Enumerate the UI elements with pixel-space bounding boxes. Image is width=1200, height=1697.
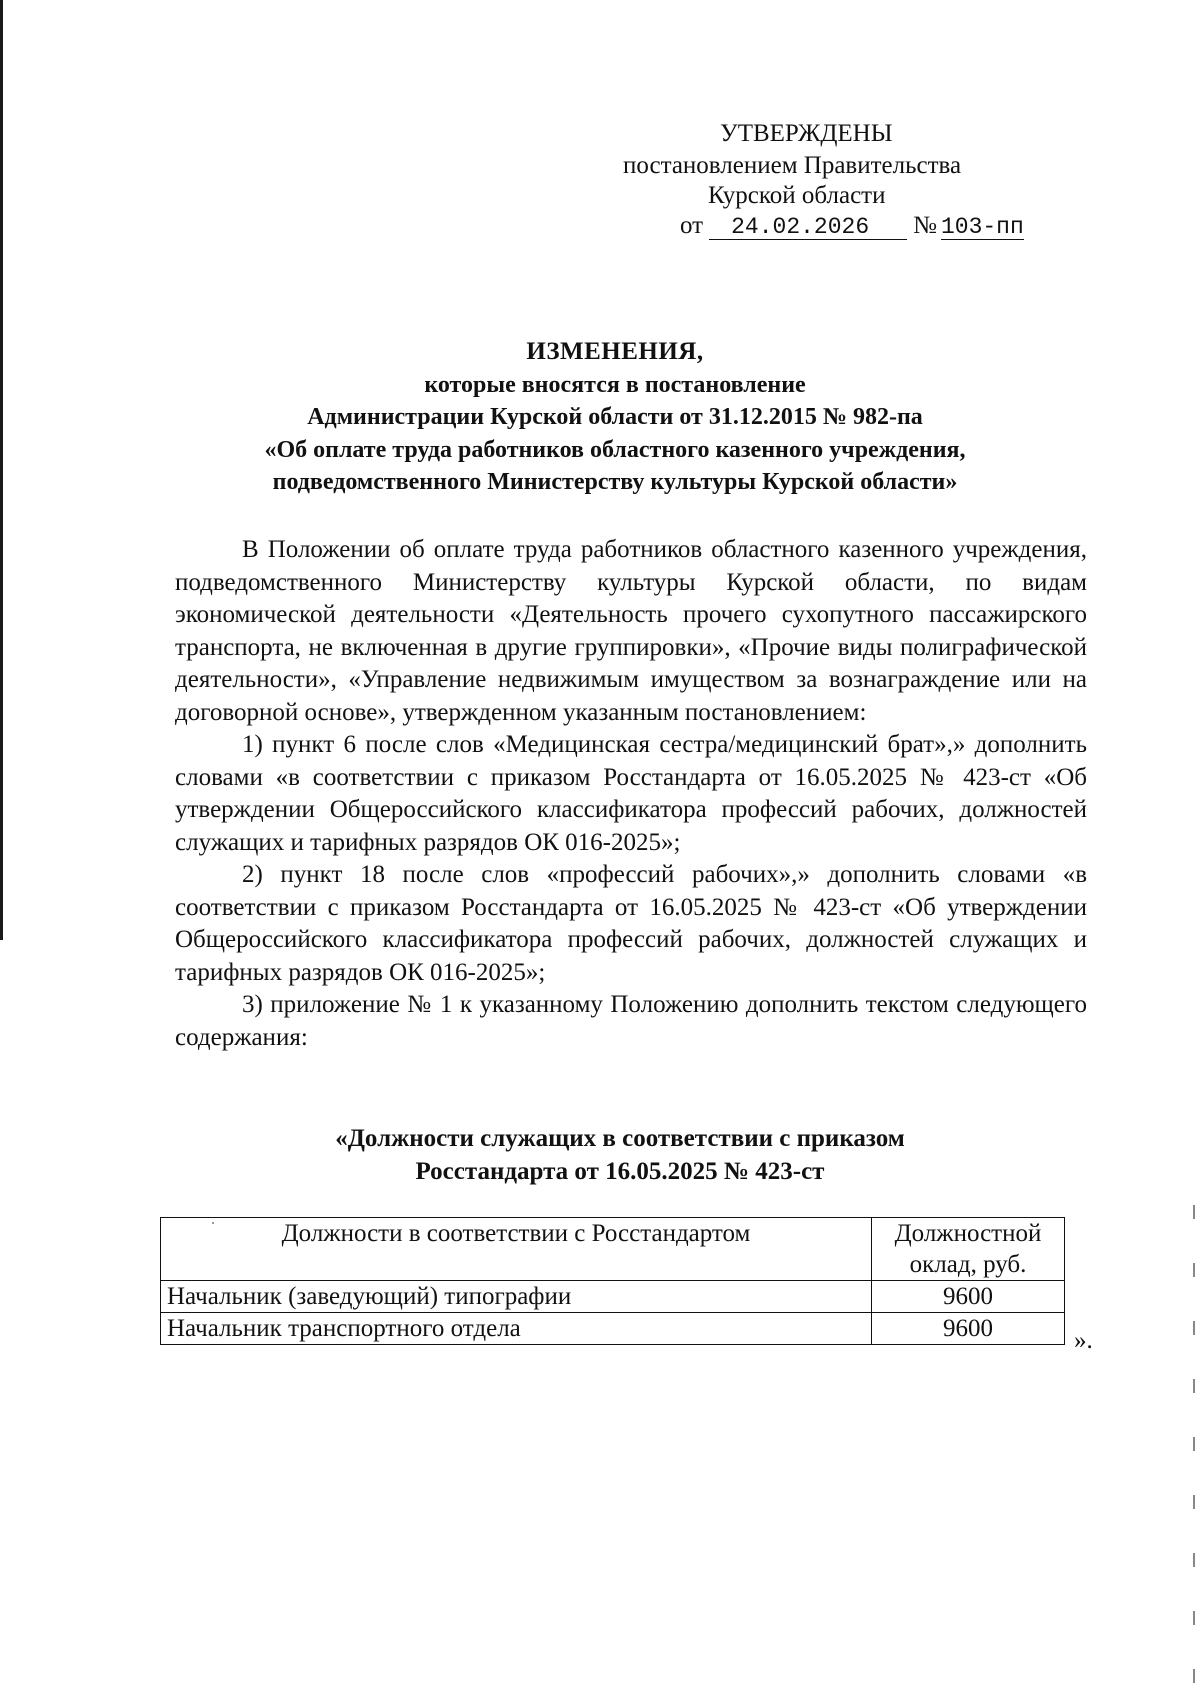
table-row <box>161 1281 1065 1313</box>
paragraph-intro: В Положении об оплате труда работников областного казенного учреждения, подведомственного Министерству культуры Курской области, по видам экономической деятельности «Деятельность прочего сухопутного пассажирского транспорта, не включенная в другие группировки», «Прочие виды полиграфической деятельности», «Управление недвижимым имуществом за вознаграждение или на договорной основе», утвержденном указанным постановлением: <box>175 536 1087 726</box>
approval-number-value: 103-пп <box>940 214 1024 240</box>
heading-line-4: подведомственного Министерству культуры Курской области» <box>272 469 958 495</box>
document-body <box>175 534 1087 1054</box>
heading-line-3: «Об оплате труда работников областного казенного учреждения, <box>264 436 966 463</box>
table-subheading <box>200 1122 1040 1188</box>
approval-region: Курской области <box>708 182 886 209</box>
heading-line-2: Администрации Курской области от 31.12.2015 № 982-па <box>307 404 923 430</box>
table-row <box>161 1313 1065 1345</box>
document-heading <box>170 336 1060 499</box>
approval-approved: УТВЕРЖДЕНЫ <box>720 120 893 147</box>
subheading-line-1: «Должности служащих в соответствии с приказом <box>335 1125 905 1152</box>
approval-date-number <box>680 210 1024 242</box>
approval-by-resolution: постановлением Правительства <box>623 152 962 179</box>
header-position: Должности в соответствии с Росстандартом <box>161 1218 872 1281</box>
cell-salary: 9600 <box>872 1313 1065 1345</box>
scan-marks-right <box>1193 1205 1195 1685</box>
paragraph-item-1: 1) пункт 6 после слов «Медицинская сестра/медицинский брат»,» дополнить словами «в соответствии с приказом Росстандарта от 16.05.2025 № 423-ст «Об утверждении Общероссийского классификатора профессий рабочих, должностей служащих и тарифных разрядов ОК 016-2025»; <box>175 731 1087 856</box>
approval-date-value: 24.02.2026 <box>709 215 907 240</box>
salary-table <box>160 1217 1065 1345</box>
table-header-row <box>161 1218 1065 1281</box>
header-salary: Должностной оклад, руб. <box>872 1218 1065 1281</box>
table-closing-quote: ». <box>1074 1327 1093 1354</box>
cell-salary: 9600 <box>872 1281 1065 1313</box>
heading-title: ИЗМЕНЕНИЯ, <box>526 338 704 365</box>
heading-line-1: которые вносятся в постановление <box>424 371 806 398</box>
paragraph-item-2: 2) пункт 18 после слов «профессий рабочих»,» дополнить словами «в соответствии с приказом Росстандарта от 16.05.2025 № 423-ст «Об утверждении Общероссийского классификатора профессий рабочих, должностей служащих и тарифных разрядов ОК 016-2025»; <box>175 861 1087 986</box>
salary-table-wrap <box>160 1217 1065 1345</box>
cell-position: Начальник (заведующий) типографии <box>161 1281 872 1313</box>
approval-number-label: № <box>913 212 937 239</box>
cell-position: Начальник транспортного отдела <box>161 1313 872 1345</box>
paragraph-item-3: 3) приложение № 1 к указанному Положению дополнить текстом следующего содержания: <box>175 991 1087 1051</box>
scan-edge-left <box>0 0 3 940</box>
approval-date-label: от <box>680 212 704 239</box>
subheading-line-2: Росстандарта от 16.05.2025 № 423-ст <box>415 1158 825 1185</box>
